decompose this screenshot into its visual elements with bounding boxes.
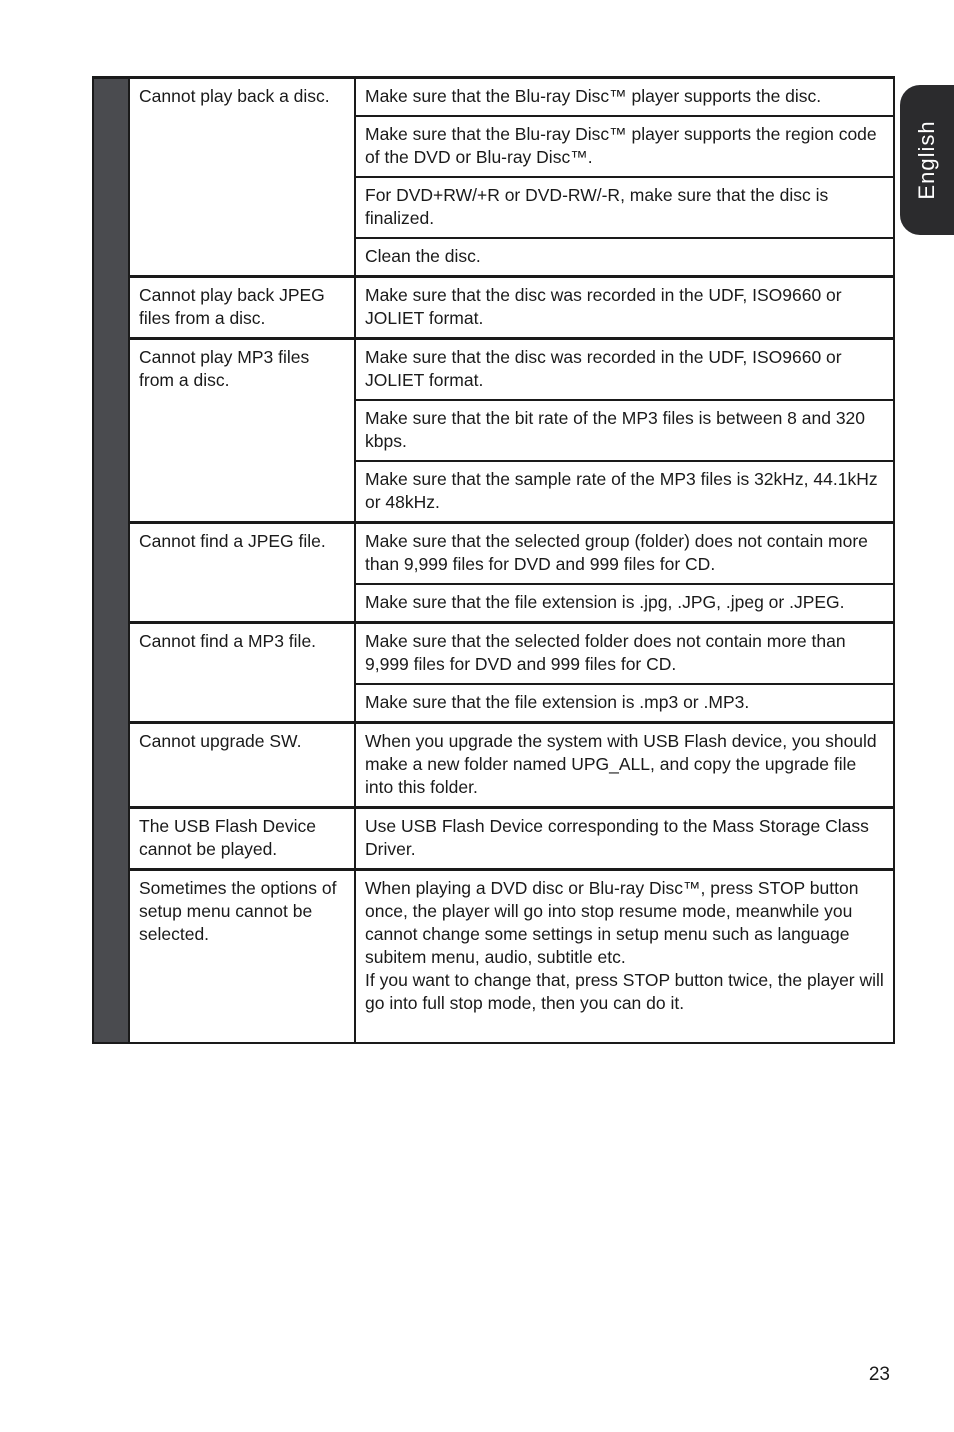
solution-cell: Make sure that the disc was recorded in the UDF, ISO9660 or JOLIET format. [355, 339, 894, 401]
troubleshooting-table [92, 76, 895, 1044]
solution-cell: Clean the disc. [355, 238, 894, 277]
solution-cell: When you upgrade the system with USB Flash device, you should make a new folder named UPG_ALL, and copy the upgrade file into this folder. [355, 723, 894, 808]
problem-cell: Cannot play MP3 files from a disc. [129, 339, 355, 523]
problem-cell: Cannot play back a disc. [129, 78, 355, 277]
problem-cell: Cannot find a JPEG file. [129, 523, 355, 623]
solution-cell: Make sure that the Blu-ray Disc™ player supports the disc. [355, 78, 894, 117]
solution-cell: Make sure that the file extension is .mp3 or .MP3. [355, 684, 894, 723]
table-row [93, 339, 894, 401]
solution-cell: For DVD+RW/+R or DVD-RW/-R, make sure that the disc is finalized. [355, 177, 894, 238]
page-number: 23 [868, 1364, 890, 1385]
section-sidebar [93, 78, 129, 1044]
solution-cell: Make sure that the selected group (folder) does not contain more than 9,999 files for DVD and 999 files for CD. [355, 523, 894, 585]
table-row [93, 523, 894, 585]
problem-cell: Sometimes the options of setup menu cannot be selected. [129, 870, 355, 1044]
table-row [93, 623, 894, 685]
problem-cell: The USB Flash Device cannot be played. [129, 808, 355, 870]
solution-cell: Make sure that the bit rate of the MP3 files is between 8 and 320 kbps. [355, 400, 894, 461]
solution-cell: Make sure that the sample rate of the MP3 files is 32kHz, 44.1kHz or 48kHz. [355, 461, 894, 523]
table-row [93, 78, 894, 117]
solution-cell: When playing a DVD disc or Blu-ray Disc™, press STOP button once, the player will go into stop resume mode, meanwhile you cannot change some settings in setup menu such as language subitem menu, audio, subtitle etc. If you want to change that, press STOP button twice, the player will go into full stop mode, then you can do it. [355, 870, 894, 1044]
solution-cell: Use USB Flash Device corresponding to the Mass Storage Class Driver. [355, 808, 894, 870]
table-row [93, 277, 894, 339]
table-row [93, 723, 894, 808]
solution-cell: Make sure that the Blu-ray Disc™ player supports the region code of the DVD or Blu-ray Disc™. [355, 116, 894, 177]
solution-cell: Make sure that the selected folder does not contain more than 9,999 files for DVD and 999 files for CD. [355, 623, 894, 685]
problem-cell: Cannot upgrade SW. [129, 723, 355, 808]
solution-cell: Make sure that the file extension is .jpg, .JPG, .jpeg or .JPEG. [355, 584, 894, 623]
language-side-tab [900, 85, 954, 235]
table-row [93, 808, 894, 870]
problem-cell: Cannot play back JPEG files from a disc. [129, 277, 355, 339]
problem-cell: Cannot find a MP3 file. [129, 623, 355, 723]
solution-cell: Make sure that the disc was recorded in the UDF, ISO9660 or JOLIET format. [355, 277, 894, 339]
language-tab-label: English [914, 120, 939, 200]
table-row [93, 870, 894, 1044]
